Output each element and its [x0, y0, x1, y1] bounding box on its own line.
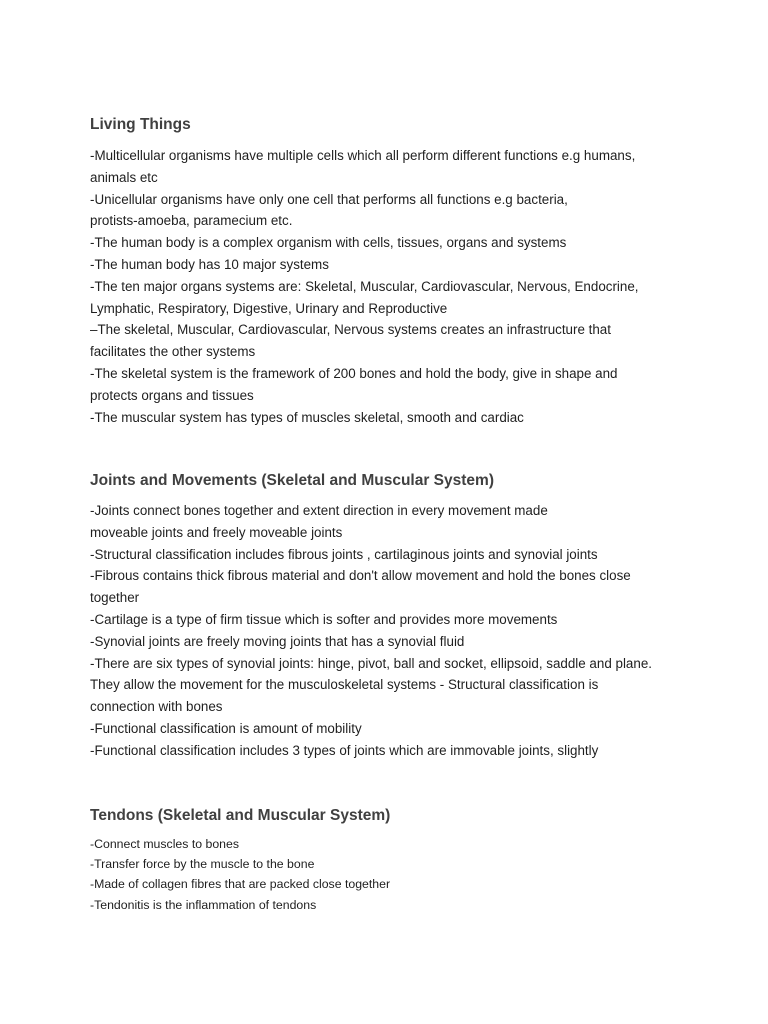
body-line: -Joints connect bones together and extent direction in every movement made [90, 503, 548, 518]
body-line: -Unicellular organisms have only one cell that performs all functions e.g bacteria, [90, 191, 568, 207]
body-line: -The human body has 10 major systems [90, 256, 329, 272]
body-line: -Functional classification includes 3 types of joints which are immovable joints, slightly [90, 742, 599, 758]
body-line: They allow the movement for the musculoskeletal systems - Structural classification is [90, 677, 599, 693]
section-joints-and-movements [90, 471, 690, 762]
body-line: -Multicellular organisms have multiple cells which all perform different functions e.g humans, [90, 148, 636, 163]
body-line: -Functional classification is amount of mobility [90, 720, 362, 736]
body-line: -The ten major organs systems are: Skeletal, Muscular, Cardiovascular, Nervous, Endocrine, [90, 278, 639, 294]
body-line: together [90, 590, 140, 606]
body-line: protects organs and tissues [90, 387, 254, 403]
body-line: protists-amoeba, paramecium etc. [90, 213, 293, 229]
body-line: -Tendonitis is the inflammation of tendons [90, 897, 317, 912]
section-body [90, 500, 690, 762]
body-line: -The skeletal system is the framework of 200 bones and hold the body, give in shape and [90, 365, 618, 381]
body-line: -Made of collagen fibres that are packed close together [90, 877, 391, 892]
body-line: -The human body is a complex organism with cells, tissues, organs and systems [90, 235, 567, 251]
body-line: -Transfer force by the muscle to the bone [90, 857, 315, 872]
body-line: -The muscular system has types of muscles skeletal, smooth and cardiac [90, 409, 524, 425]
body-line: animals etc [90, 169, 158, 185]
body-line: -Connect muscles to bones [90, 837, 240, 851]
section-body [90, 834, 690, 915]
section-heading: Living Things [90, 116, 191, 133]
body-line: -Fibrous contains thick fibrous material and don't allow movement and hold the bones close [90, 568, 631, 584]
body-line: -Synovial joints are freely moving joints that has a synovial fluid [90, 633, 465, 649]
body-line: facilitates the other systems [90, 344, 256, 360]
body-line: -Structural classification includes fibrous joints , cartilaginous joints and synovial joints [90, 546, 598, 562]
section-living-things [90, 115, 690, 428]
body-line: –The skeletal, Muscular, Cardiovascular, Nervous systems creates an infrastructure that [90, 322, 611, 338]
section-body [90, 145, 690, 428]
body-line: -There are six types of synovial joints: hinge, pivot, ball and socket, ellipsoid, saddle and plane. [90, 655, 652, 671]
body-line: Lymphatic, Respiratory, Digestive, Urinary and Reproductive [90, 300, 448, 316]
section-heading: Tendons (Skeletal and Muscular System) [90, 807, 391, 824]
body-line: -Cartilage is a type of firm tissue which is softer and provides more movements [90, 611, 558, 627]
body-line: connection with bones [90, 699, 223, 715]
body-line: moveable joints and freely moveable joints [90, 524, 343, 540]
section-heading: Joints and Movements (Skeletal and Muscular System) [90, 472, 494, 489]
section-tendons [90, 806, 690, 915]
